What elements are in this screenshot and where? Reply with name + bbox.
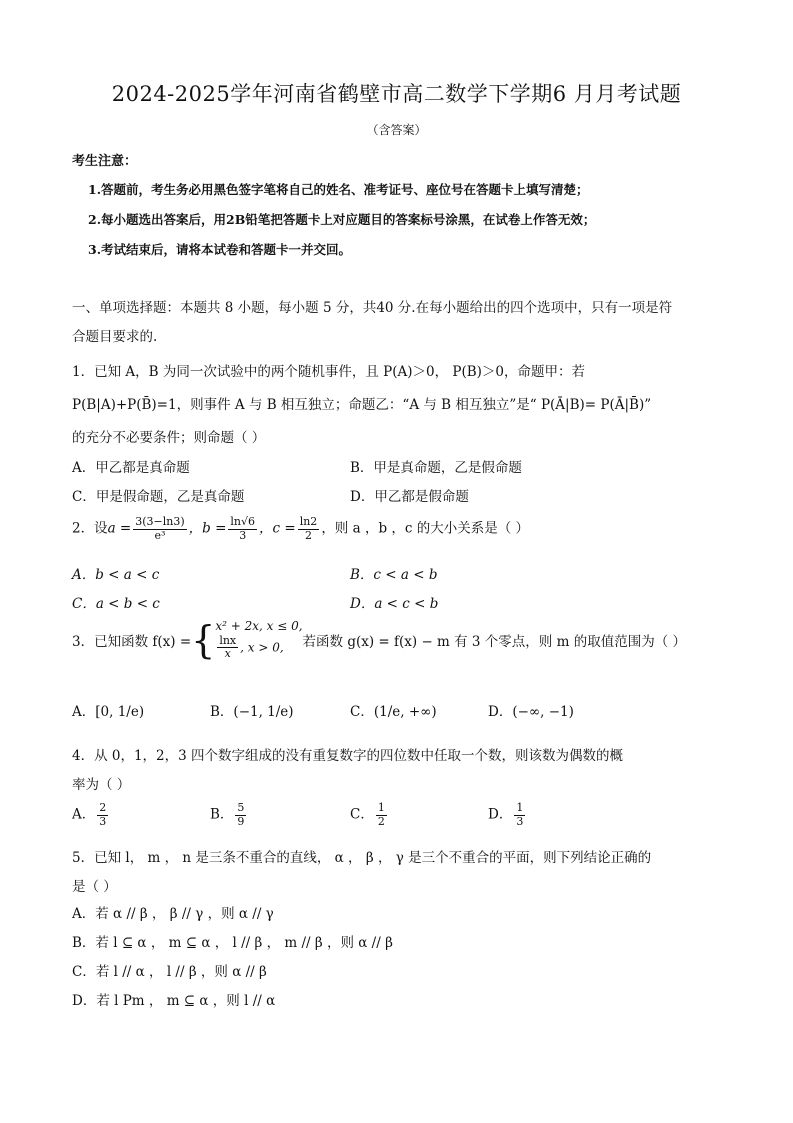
- question-5-option-c: C．若 l // α ， l // β ，则 α // β: [72, 964, 267, 980]
- question-1-line-3: 的充分不必要条件；则命题（ ）: [72, 430, 266, 446]
- section-heading: 一、单项选择题：本题共 8 小题，每小题 5 分，共40 分.在每小题给出的四个选项中，只有一项是符: [72, 300, 673, 316]
- page-subtitle: （含答案）: [366, 123, 427, 137]
- question-5-line-1: 5．已知 l， m ， n 是三条不重合的直线， α ， β ， γ 是三个不重合的平面，则下列结论正确的: [72, 850, 652, 866]
- question-2-option-c: C．a < b < c: [72, 596, 160, 612]
- question-2-option-b: B．c < a < b: [350, 567, 438, 583]
- question-5-option-a: A．若 α // β ， β // γ ，则 α // γ: [72, 906, 274, 922]
- question-4-line-1: 4．从 0，1，2，3 四个数字组成的没有重复数字的四位数中任取一个数，则该数为偶数的概: [72, 748, 624, 764]
- question-4-line-2: 率为（ ）: [72, 777, 131, 793]
- section-heading-cont: 合题目要求的.: [72, 329, 158, 345]
- fraction-c: $\frac{\ln 2}{2}$: [299, 515, 318, 542]
- question-1-option-a: A．甲乙都是真命题: [72, 460, 190, 476]
- question-1-option-d: D．甲乙都是假命题: [350, 489, 469, 505]
- question-1-line-1: 1．已知 A，B 为同一次试验中的两个随机事件，且 P(A)＞0， P(B)＞0，命题甲：若: [72, 364, 586, 380]
- question-2-option-a: A．b < a < c: [72, 567, 160, 583]
- question-2-option-d: D．a < c < b: [350, 596, 439, 612]
- question-5-line-2: 是（ ）: [72, 879, 117, 895]
- question-5-option-b: B．若 l ⊆ α ， m ⊆ α ， l // β ， m // β ，则 α // β: [72, 935, 393, 951]
- fraction-a: $\frac{3(3-\ln 3)}{\text{e³}}$: [135, 515, 185, 542]
- piecewise-cases: x² + 2x, x ≤ 0, $\frac{\ln x}{x}$ , x > 0,: [215, 619, 303, 661]
- question-4-option-b: B． $\frac{5}{9}$: [210, 801, 245, 828]
- question-1-line-2: P(B|A)+P(B̄)=1，则事件 A 与 B 相互独立；命题乙：“A 与 B 相互独立”是“ P(Ā|B)= P(Ā|B̄)”: [72, 397, 652, 413]
- page-title: 2024-2025学年河南省鹤壁市高二数学下学期6 月月考试题: [111, 82, 682, 106]
- notice-item-3: 3.考试结束后，请将本试卷和答题卡一并交回。: [88, 242, 352, 257]
- fraction-b: $\frac{\ln√6}{3}$: [230, 515, 256, 542]
- notice-heading: 考生注意：: [72, 154, 138, 169]
- notice-item-1: 1.答题前，考生务必用黑色签字笔将自己的姓名、准考证号、座位号在答题卡上填写清楚；: [88, 182, 589, 197]
- question-3-stem: 3．已知函数 f(x) ={ x² + 2x, x ≤ 0, $\frac{\ln x}{x}$ , x > 0, 若函数 g(x) = f(x) − m 有 3 个零点，则 m 的取值范围为（ ）: [72, 618, 686, 662]
- question-3-option-b: B．(−1, 1/e): [210, 704, 294, 720]
- question-3-option-c: C．(1/e, +∞): [350, 704, 437, 720]
- question-3-option-a: A．[0, 1/e): [72, 704, 145, 720]
- question-1-option-b: B．甲是真命题，乙是假命题: [350, 460, 522, 476]
- question-2-stem: 2．设a = $\frac{3(3-\ln 3)}{\text{e³}}$ ，b = $\frac{\ln√6}{3}$ ，c = $\frac{\ln 2}{2}$ ，则 a ，b ，c 的大小关系是（ ）: [72, 515, 530, 542]
- question-5-option-d: D．若 l Pm ， m ⊆ α ，则 l // α: [72, 993, 276, 1009]
- notice-item-2: 2.每小题选出答案后，用2B铅笔把答题卡上对应题目的答案标号涂黑，在试卷上作答无效；: [88, 212, 596, 227]
- question-1-option-c: C．甲是假命题，乙是真命题: [72, 489, 245, 505]
- question-4-option-a: A． $\frac{2}{3}$: [72, 801, 107, 828]
- question-4-option-c: C． $\frac{1}{2}$: [350, 801, 385, 828]
- question-4-option-d: D． $\frac{1}{3}$: [488, 801, 524, 828]
- question-3-option-d: D．(−∞, −1): [488, 704, 574, 720]
